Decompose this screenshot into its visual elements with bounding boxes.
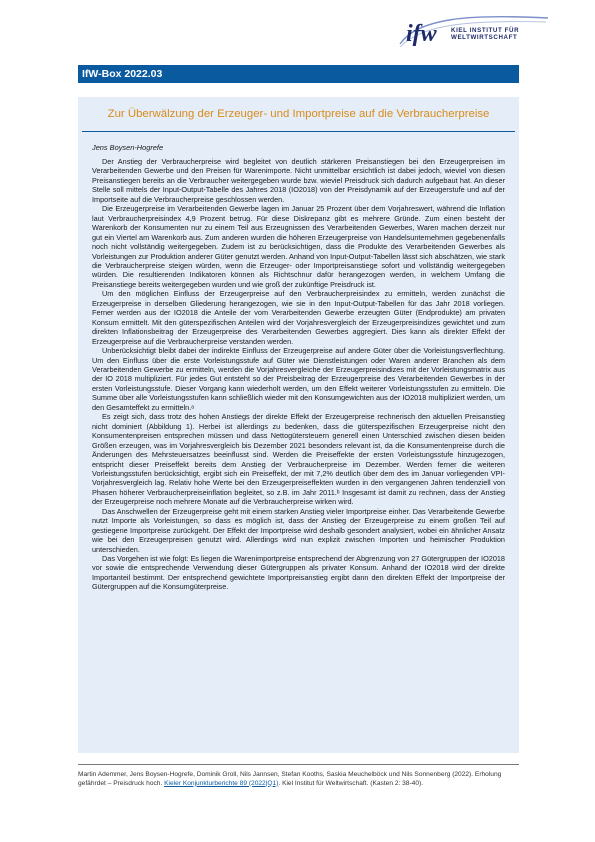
logo-line-2: WELTWIRTSCHAFT: [451, 34, 518, 42]
box-body: [92, 157, 505, 592]
box-label: IfW-Box 2022.03: [78, 65, 519, 83]
source-citation: [78, 771, 519, 788]
paragraph-2: Die Erzeugerpreise im Verarbeitenden Gewerbe lagen im Januar 25 Prozent über dem Vorjahreswert, während die Inflation laut Verbraucherpreisindex 4,9 Prozent betrug. Für diese Diskrepanz gibt es mehrere Gründe. Zum einen besteht der Warenkorb der Konsumenten nur zu einem Teil aus Erzeugnissen des Verarbeitenden Gewerbes, Waren machen derzeit nur gut ein Viertel am Warenkorb aus. Zum anderen wurden die höheren Erzeugerpreise von Handelsunternehmen gegebenenfalls noch nicht vollständig weitergegeben. Zudem ist zu berücksichtigen, dass die Produkte des Verarbeitenden Gewerbes als Vorleistungen zur Produktion anderer Güter genutzt werden. Anhand von Input-Output-Tabellen lässt sich abschätzen, wie stark die Verbraucherpreise steigen würden, wenn die Erzeuger- oder Importpreisanstiege sofort und vollständig weitergegeben würden. Die resultierenden Indikatoren können als Richtschnur dafür herangezogen werden, in welchem Umfang die Preisanstiege bereits weitergegeben wurden und wie groß der zukünftige Preisdruck ist.: [92, 204, 505, 289]
logo-line-1: KIEL INSTITUT FÜR: [451, 27, 520, 34]
info-box: [78, 97, 519, 753]
ifw-logo: [398, 14, 558, 50]
citation-link[interactable]: Kieler Konjunkturberichte 89 (2022|Q1): [164, 779, 279, 787]
paragraph-5: Es zeigt sich, dass trotz des hohen Anstiegs der direkte Effekt der Erzeugerpreise rechnerisch den aktuellen Preisanstieg nicht dominiert (Abbildung 1). Herbei ist allerdings zu bedenken, dass die güterspezifischen Erzeugerpreise nicht den Konsumentenpreisen entsprechen müssen und dass Nettogütersteuern generell einen Unterschied zwischen diesen beiden Größen erzeugen, was im Vorjahresvergleich bis Dezember 2021 besonders relevant ist, da die Konsumentenpreise durch die Änderungen des Mehrsteuersatzes beeinflusst sind. Werden die Preiseffekte der ersten Vorleistungsstufe hinzugezogen, entspricht dieser Preiseffekt bereits dem Anstieg der Verbraucherpreise im Dezember. Werden ferner die weiteren Vorleistungsstufen berücksichtigt, ergibt sich ein Preiseffekt, der mit 7,2% deutlich über dem des im Januar vorliegenden VPI-Vorjahresvergleich lag. Relativ hohe Werte bei den Erzeugerpreiseffekten wurden in den vergangenen Jahren tendenziell von Phasen höherer Verbraucherpreiseinflation begleitet, so z.B. im Jahr 2011.ᵇ Insgesamt ist damit zu rechnen, dass der Anstieg der Erzeugerpreise noch mehrere Monate auf die Verbraucherpreise wirken wird.: [92, 412, 505, 507]
paragraph-4: Unberücksichtigt bleibt dabei der indirekte Einfluss der Erzeugerpreise auf andere Güter über die Vorleistungsverflechtung. Um den Einfluss über die erste Vorleistungsstufe auf Güter wie Dienstleistungen oder Waren anderer Branchen als dem Verarbeitenden Gewerbe zu ermitteln, werden die Vorjahresvergleiche der Erzeugerpreisindizes mit der Vorleistungsmatrix aus der IO 2018 multipliziert. Für jedes Gut entsteht so der Preisbeitrag der Erzeugerpreise des Verarbeitenden Gewerbes in der ersten Vorleistungsstufe. Dieser Vorgang kann wiederholt werden, um den Effekt weiterer Vorleistungsstufen zu ermitteln. Die Summe über alle Vorleistungsstufen kann schließlich wieder mit den Konsumgewichten aus der IO2018 multipliziert werden, um den Gesamteffekt zu ermitteln.ᵃ: [92, 346, 505, 412]
logo-institute-name: [451, 27, 519, 42]
paragraph-7: Das Vorgehen ist wie folgt: Es liegen die Warenimportpreise entsprechend der Abgrenzung von 27 Gütergruppen der IO2018 vor sowie die entsprechende Verwendung dieser Gütergruppen als privater Konsum. Anhand der IO2018 wird der direkte Importanteil bestimmt. Der entsprechend gewichtete Importpreisanstieg ergibt dann den direkten Effekt der Importpreise der Gütergruppen auf die Konsumgüterpreise.: [92, 554, 505, 592]
paragraph-3: Um den möglichen Einfluss der Erzeugerpreise auf den Verbraucherpreisindex zu ermitteln, werden zunächst die Erzeugerpreise in derselben Gliederung herangezogen, wie sie in den Input-Output-Tabellen für das Jahr 2018 vorliegen. Ferner werden aus der IO2018 die Anteile der vom Verarbeitenden Gewerbe erzeugten Güter (Endprodukte) am privaten Konsum ermittelt. Mit den güterspezifischen Anteilen wird der Vorjahresvergleich der Erzeugerpreisindizes gewichtet und zum direkten Inflationsbeitrag der Erzeugerpreise des Verarbeitenden Gewerbes aggregiert. Dies kann als direkter Effekt der Erzeugerpreise auf die Verbraucherpreise verstanden werden.: [92, 289, 505, 346]
footer-divider: [78, 764, 519, 765]
ifw-logo-letters: ifw: [406, 21, 437, 47]
author-name: Jens Boysen-Hogrefe: [92, 143, 164, 152]
citation-text-end: . Kiel Institut für Weltwirtschaft. (Kasten 2: 38-40).: [278, 779, 424, 787]
paragraph-6: Das Anschwellen der Erzeugerpreise geht mit einem starken Anstieg vieler Importpreise einher. Das Verarbeitende Gewerbe nutzt Importe als Vorleistungen, so dass es möglich ist, dass der Anstieg der Erzeugerpreise zu einem großen Teil auf gestiegene Importpreise zurückgeht. Der Effekt der Importpreise wird deshalb gesondert analysiert, wobei ein ähnlicher Ansatz wie bei den Erzeugerpreisen genutzt wird. Allerdings wird nun explizit zwischen Importen und heimischer Produktion unterschieden.: [92, 506, 505, 554]
box-title: Zur Überwälzung der Erzeuger- und Importpreise auf die Verbraucherpreise: [107, 108, 490, 120]
paragraph-1: Der Anstieg der Verbraucherpreise wird begleitet von deutlich stärkeren Preisanstiegen bei den Erzeugerpreisen im Verarbeitenden Gewerbe und den Preisen für Warenimporte. Nicht unmittelbar ersichtlich ist dabei jedoch, wieviel von diesen Preisanstiegen bereits an die Verbraucher weitergegeben wurde bzw. wieviel Preisdruck sich dadurch aufgebaut hat. An dieser Stelle soll mittels der Input-Output-Tabelle des Jahres 2018 (IO2018) von der Preisdynamik auf der Erzeugerstufe und auf der Importseite auf die Verbraucherpreise geschlossen werden.: [92, 157, 505, 204]
box-title-divider: [82, 131, 515, 132]
citation-text: Martin Ademmer, Jens Boysen-Hogrefe, Dominik Groll, Nils Jannsen, Stefan Kooths, Saskia Meuchelböck und Nils Sonnenberg (2022). Erholung gefährdet – Preisdruck hoch.: [78, 771, 502, 787]
